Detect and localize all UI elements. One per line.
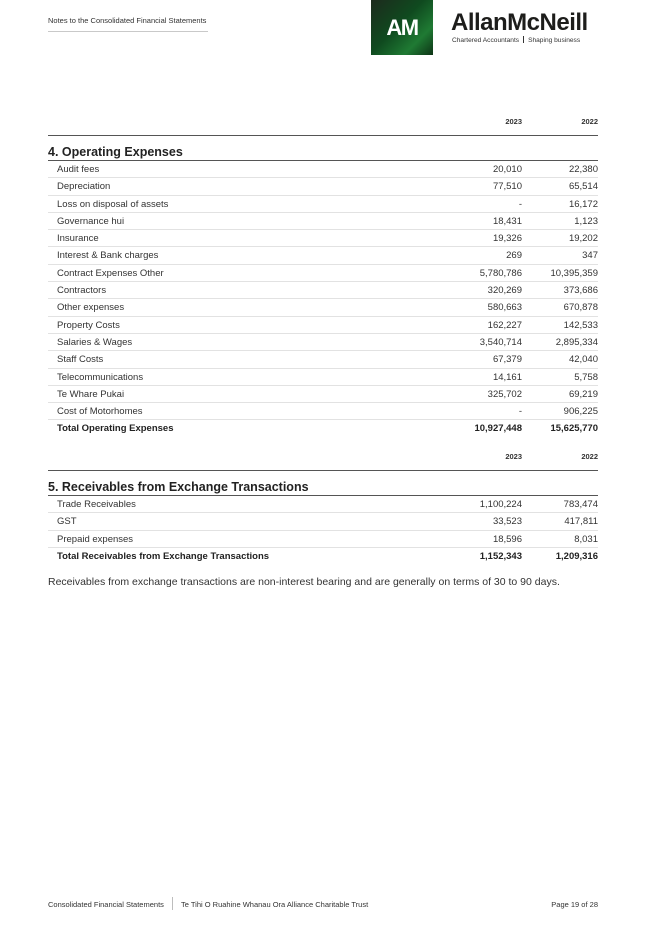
table-row — [48, 282, 598, 299]
tagline-divider — [523, 36, 524, 43]
value-2022: 373,686 — [563, 285, 598, 297]
value-2023: - — [518, 406, 522, 418]
row-label: Contract Expenses Other — [57, 267, 164, 279]
row-label: Governance hui — [57, 215, 125, 227]
brand-tag-left: Chartered Accountants — [452, 37, 520, 44]
brand-tag-right: Shaping business — [528, 37, 581, 44]
table-row — [48, 351, 598, 368]
value-2022: 783,474 — [563, 499, 598, 510]
value-2022: 142,533 — [563, 319, 598, 331]
value-2022: 22,380 — [568, 164, 598, 175]
table-row — [48, 299, 598, 316]
year-prior: 2022 — [581, 452, 598, 461]
row-label: Staff Costs — [57, 354, 104, 366]
value-2023: 18,431 — [492, 215, 522, 227]
receivables-table — [48, 496, 598, 548]
value-2023: 14,161 — [492, 371, 522, 383]
total-label: Total Operating Expenses — [57, 423, 174, 435]
operating-expenses-table — [48, 161, 598, 420]
table-row — [48, 196, 598, 213]
section-title: 5. Receivables from Exchange Transactions — [48, 471, 598, 496]
total-row — [48, 420, 598, 436]
logo-mark-text: AM — [386, 14, 418, 40]
value-2023: 1,100,224 — [479, 499, 522, 510]
table-row — [48, 247, 598, 264]
row-label: Cost of Motorhomes — [57, 406, 143, 418]
row-label: Audit fees — [57, 164, 100, 175]
row-label: Prepaid expenses — [57, 533, 134, 545]
value-2023: 269 — [506, 250, 522, 262]
row-label: Other expenses — [57, 302, 125, 314]
brand-tagline — [452, 36, 580, 44]
total-2022: 15,625,770 — [550, 423, 598, 435]
table-row — [48, 513, 598, 530]
table-row — [48, 334, 598, 351]
value-2022: 347 — [582, 250, 598, 262]
table-row — [48, 178, 598, 195]
value-2023: 19,326 — [492, 233, 522, 245]
value-2023: 320,269 — [487, 285, 522, 297]
row-label: GST — [57, 516, 77, 528]
operating-expenses-section — [48, 117, 598, 437]
table-row — [48, 386, 598, 403]
brand-name: AllanMcNeill — [451, 9, 588, 36]
total-label: Total Receivables from Exchange Transactions — [57, 550, 270, 562]
value-2022: 1,123 — [574, 215, 598, 227]
year-header — [48, 452, 598, 464]
row-label: Te Whare Pukai — [57, 388, 125, 400]
row-label: Telecommunications — [57, 371, 144, 383]
value-2023: - — [518, 198, 522, 210]
table-row — [48, 403, 598, 420]
value-2022: 5,758 — [574, 371, 598, 383]
footer-divider — [172, 897, 173, 910]
logo-mark — [371, 0, 433, 55]
row-label: Contractors — [57, 285, 107, 297]
value-2023: 3,540,714 — [479, 336, 522, 348]
value-2022: 10,395,359 — [550, 267, 598, 279]
value-2023: 67,379 — [492, 354, 522, 366]
table-row — [48, 496, 598, 513]
row-label: Interest & Bank charges — [57, 250, 159, 262]
receivables-section — [48, 452, 598, 564]
row-label: Trade Receivables — [57, 499, 136, 510]
table-row — [48, 369, 598, 386]
row-label: Loss on disposal of assets — [57, 198, 169, 210]
value-2022: 19,202 — [568, 233, 598, 245]
page-number: Page 19 of 28 — [551, 900, 598, 909]
section-title: 4. Operating Expenses — [48, 136, 598, 161]
value-2023: 77,510 — [492, 181, 522, 193]
row-label: Property Costs — [57, 319, 120, 331]
header-divider — [48, 31, 208, 32]
value-2023: 580,663 — [487, 302, 522, 314]
value-2022: 417,811 — [564, 516, 598, 528]
total-2023: 10,927,448 — [474, 423, 522, 435]
table-row — [48, 230, 598, 247]
table-row — [48, 531, 598, 548]
table-row — [48, 161, 598, 178]
value-2022: 42,040 — [568, 354, 598, 366]
value-2022: 906,225 — [563, 406, 598, 418]
total-2022: 1,209,316 — [555, 550, 598, 562]
table-row — [48, 213, 598, 230]
value-2022: 8,031 — [574, 533, 598, 545]
value-2022: 16,172 — [568, 198, 598, 210]
row-label: Depreciation — [57, 181, 111, 193]
row-label: Salaries & Wages — [57, 336, 133, 348]
value-2022: 670,878 — [563, 302, 598, 314]
footer-doc-title: Consolidated Financial Statements — [48, 900, 164, 909]
value-2022: 65,514 — [568, 181, 598, 193]
footer-entity-name: Te Tihi O Ruahine Whanau Ora Alliance Charitable Trust — [181, 900, 369, 909]
value-2023: 33,523 — [492, 516, 522, 528]
table-row — [48, 265, 598, 282]
value-2023: 5,780,786 — [479, 267, 522, 279]
year-current: 2023 — [505, 452, 522, 461]
year-prior: 2022 — [581, 117, 598, 126]
value-2022: 69,219 — [568, 388, 598, 400]
value-2022: 2,895,334 — [555, 336, 598, 348]
table-row — [48, 317, 598, 334]
value-2023: 18,596 — [492, 533, 522, 545]
page-header-text: Notes to the Consolidated Financial Statements — [48, 16, 207, 25]
value-2023: 325,702 — [487, 388, 522, 400]
value-2023: 162,227 — [487, 319, 522, 331]
year-header — [48, 117, 598, 129]
total-row — [48, 548, 598, 564]
value-2023: 20,010 — [492, 164, 522, 175]
receivables-note: Receivables from exchange transactions are non-interest bearing and are generally on terms of 30 to 90 days. — [48, 576, 560, 588]
year-current: 2023 — [505, 117, 522, 126]
row-label: Insurance — [57, 233, 99, 245]
total-2023: 1,152,343 — [479, 550, 522, 562]
